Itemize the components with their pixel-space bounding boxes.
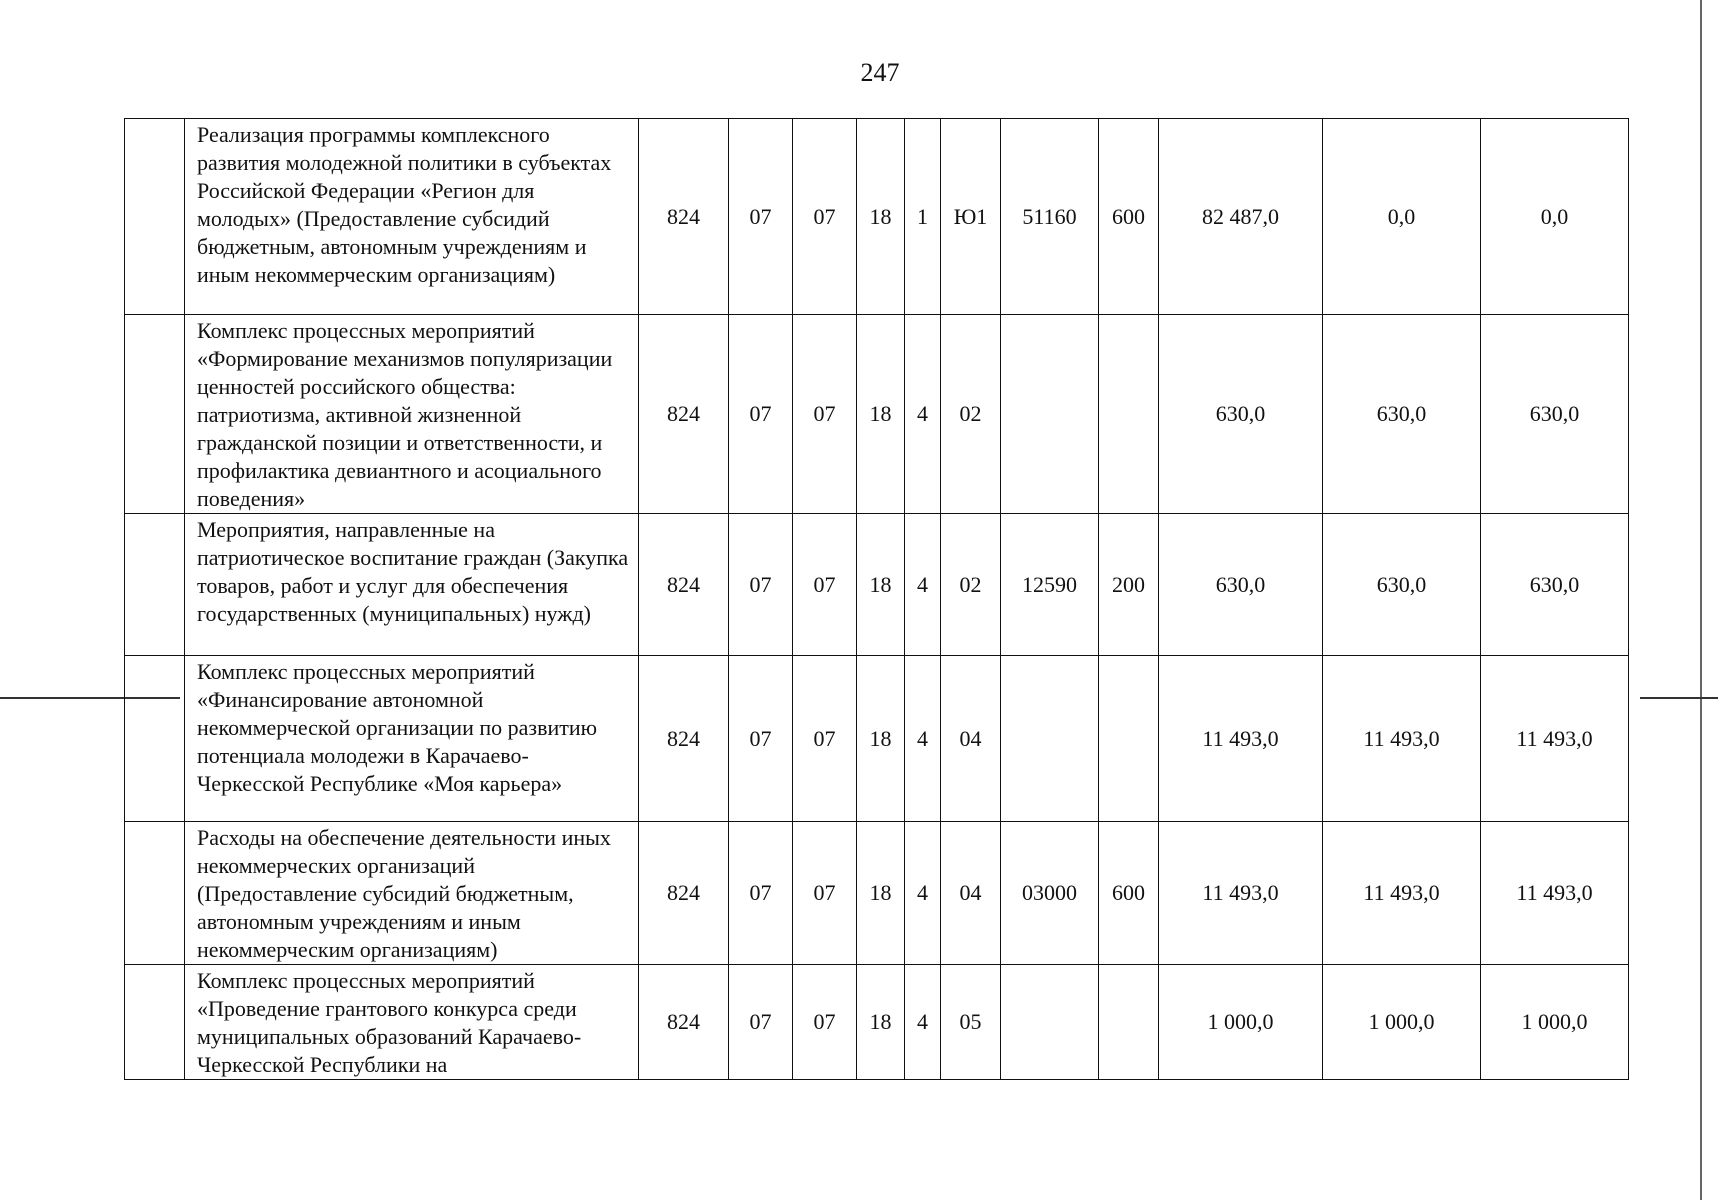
table-row [125,315,1629,514]
row-program-code: 18 [857,315,905,514]
row-program-code: 18 [857,119,905,315]
row-expense-type: 600 [1099,119,1159,315]
table-row [125,965,1629,1080]
row-amount-year3: 630,0 [1481,315,1629,514]
row-amount-year3: 11 493,0 [1481,656,1629,822]
row-amount-year3: 11 493,0 [1481,822,1629,965]
row-direction-code: 12590 [1001,514,1099,656]
row-event-code: 02 [941,315,1001,514]
row-expense-type [1099,315,1159,514]
row-event-code: 04 [941,656,1001,822]
row-description: Комплекс процессных мероприятий «Проведение грантового конкурса среди муниципальных образований Карачаево-Черкесской Республики на [185,965,639,1080]
table-row [125,514,1629,656]
row-program-code: 18 [857,656,905,822]
row-direction-code: 51160 [1001,119,1099,315]
row-direction-code [1001,656,1099,822]
row-direction-code: 03000 [1001,822,1099,965]
row-amount-year2: 11 493,0 [1323,656,1481,822]
row-description: Комплекс процессных мероприятий «Формирование механизмов популяризации ценностей российского общества: патриотизма, активной жизненной гражданской позиции и ответственности, и профилактика девиантного и асоциального поведения» [185,315,639,514]
row-description: Мероприятия, направленные на патриотическое воспитание граждан (Закупка товаров, работ и услуг для обеспечения государственных (муниципальных) нужд) [185,514,639,656]
row-subprogram-code: 4 [905,656,941,822]
row-program-code: 18 [857,965,905,1080]
row-subsection-code: 07 [793,965,857,1080]
row-amount-year1: 630,0 [1159,514,1323,656]
row-subprogram-code: 4 [905,514,941,656]
row-admin-code: 824 [639,315,729,514]
row-subprogram-code: 4 [905,965,941,1080]
row-admin-code: 824 [639,656,729,822]
budget-table [124,118,1629,1080]
row-subsection-code: 07 [793,656,857,822]
row-expense-type [1099,965,1159,1080]
page-number: 247 [860,58,900,87]
row-amount-year2: 630,0 [1323,315,1481,514]
row-amount-year1: 82 487,0 [1159,119,1323,315]
row-subsection-code: 07 [793,822,857,965]
row-event-code: 05 [941,965,1001,1080]
row-direction-code [1001,965,1099,1080]
row-section-code: 07 [729,514,793,656]
row-amount-year2: 1 000,0 [1323,965,1481,1080]
table-row [125,656,1629,822]
row-blank-cell [125,119,185,315]
row-blank-cell [125,822,185,965]
row-direction-code [1001,315,1099,514]
table-row [125,119,1629,315]
row-subprogram-code: 4 [905,315,941,514]
row-expense-type [1099,656,1159,822]
scan-edge-line [1700,0,1702,1200]
row-blank-cell [125,965,185,1080]
row-description: Расходы на обеспечение деятельности иных некоммерческих организаций (Предоставление субсидий бюджетным, автономным учреждениям и иным некоммерческим организациям) [185,822,639,965]
row-amount-year2: 0,0 [1323,119,1481,315]
row-admin-code: 824 [639,965,729,1080]
row-section-code: 07 [729,822,793,965]
row-blank-cell [125,514,185,656]
row-expense-type: 600 [1099,822,1159,965]
row-amount-year1: 11 493,0 [1159,822,1323,965]
row-amount-year2: 11 493,0 [1323,822,1481,965]
row-expense-type: 200 [1099,514,1159,656]
row-amount-year1: 630,0 [1159,315,1323,514]
row-amount-year3: 630,0 [1481,514,1629,656]
row-event-code: 04 [941,822,1001,965]
row-event-code: 02 [941,514,1001,656]
row-amount-year3: 1 000,0 [1481,965,1629,1080]
row-blank-cell [125,315,185,514]
row-event-code: Ю1 [941,119,1001,315]
row-section-code: 07 [729,656,793,822]
row-amount-year1: 11 493,0 [1159,656,1323,822]
row-section-code: 07 [729,965,793,1080]
row-admin-code: 824 [639,119,729,315]
table-row [125,822,1629,965]
row-blank-cell [125,656,185,822]
row-section-code: 07 [729,315,793,514]
row-subprogram-code: 4 [905,822,941,965]
row-program-code: 18 [857,822,905,965]
row-description: Реализация программы комплексного развития молодежной политики в субъектах Российской Федерации «Регион для молодых» (Предоставление субсидий бюджетным, автономным учреждениям и иным некоммерческим организациям) [185,119,639,315]
row-admin-code: 824 [639,822,729,965]
row-section-code: 07 [729,119,793,315]
row-admin-code: 824 [639,514,729,656]
fold-line-right [1640,697,1718,699]
row-subprogram-code: 1 [905,119,941,315]
row-amount-year2: 630,0 [1323,514,1481,656]
row-description: Комплекс процессных мероприятий «Финансирование автономной некоммерческой организации по развитию потенциала молодежи в Карачаево-Черкесской Республике «Моя карьера» [185,656,639,822]
row-amount-year1: 1 000,0 [1159,965,1323,1080]
row-subsection-code: 07 [793,514,857,656]
row-subsection-code: 07 [793,119,857,315]
row-program-code: 18 [857,514,905,656]
row-amount-year3: 0,0 [1481,119,1629,315]
row-subsection-code: 07 [793,315,857,514]
